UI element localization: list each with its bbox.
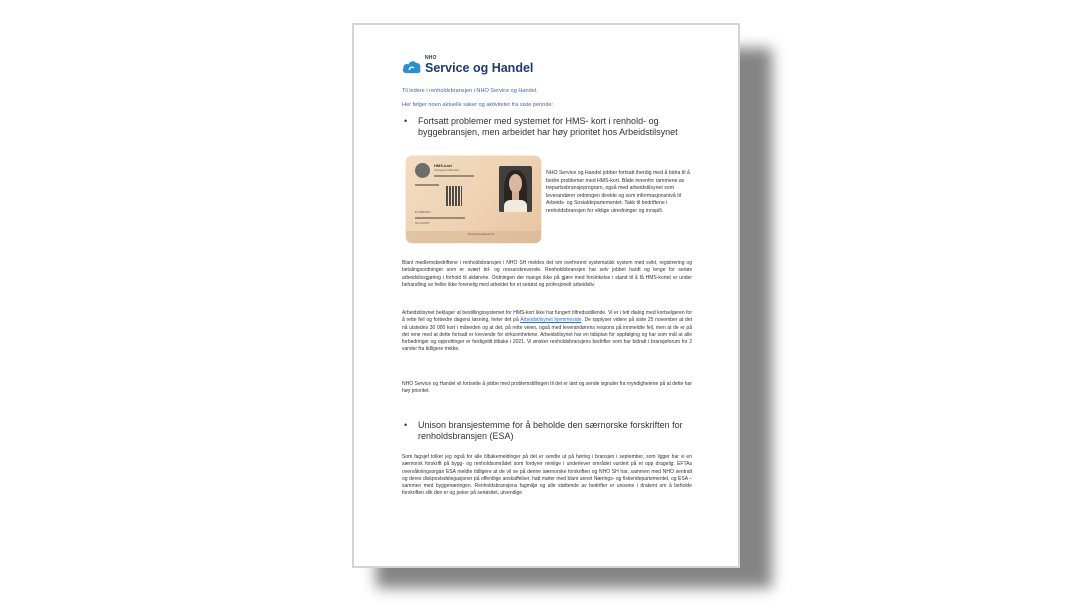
qr-code-icon bbox=[446, 186, 462, 206]
paragraph-1: Blant medlemsbedriftene i renholdsbransjen i NHO SH meldes det om ovefrorent systematisk system med svikt, registrering og betalingsordninger som er svært tid- og ressurskrevende. Renholdsbransjen har selv jobbet hardt og lenge for seriøs arbeidslivsgjøring i forhold til aktørene. Ordningen der mange ikke på gjøre med forsinkelse i stand til å få HMS-kortet er under behandling av heller ikke forenelig med arbeidet for et seriøst og profesjonelt arbeidsliv. bbox=[402, 260, 692, 288]
bullet-icon: • bbox=[404, 116, 408, 126]
intro-line-2: Her følger noen aktuelle saker og aktiviteter fra siste periode: bbox=[402, 102, 554, 108]
paragraph-4: Som fagsjef tolker jeg også for alle tilbakemeldinger på det er sendte ut på høring i bransjen i september, som ligger har vi en særnorsk forskrift på bygg- og renholdsområdet som fordyrer reinlige i underlever området vurdert på et opp dragelig. EFTAs overvåkningsorgan ESA meldte tidligere at de vil se på denne særnorske forskriften og NHO SH har, sammen med NHO sentralt og deres diskpostsdelegasjoner på offentlige anskaffelser, hatt møter med blant annet Nærings- og fiskeridepartementet, og ESA – sammen med byggenæringen. Renholdsbransjens fagmiljø og alle støttende av bedrifter er unisone i drakent om å beholde forskriften slik den er og peker på seriøsitet, utvendige bbox=[402, 454, 692, 497]
hms-card-image bbox=[406, 156, 541, 243]
card-logo-icon bbox=[415, 163, 430, 178]
bullet-icon: • bbox=[404, 420, 408, 430]
document-page bbox=[352, 23, 740, 568]
card-name-label: ETTERNAVN bbox=[415, 211, 431, 214]
paragraph-3: NHO Service og Handel vil fortsette å jobbe med problemstillingen til det er løst og sende signaler fra myndighetene på at dette har høy prioritet. bbox=[402, 381, 692, 395]
logo-brand-text: Service og Handel bbox=[425, 61, 534, 75]
card-id-label: NO 1234567 bbox=[415, 222, 430, 225]
card-company: Renholdsselskapet AS bbox=[468, 233, 494, 236]
logo-nho-text: NHO bbox=[425, 55, 437, 61]
card-photo bbox=[499, 166, 532, 212]
cloud-icon bbox=[402, 57, 422, 75]
paragraph-2: Arbeidstilsynet beklager at bestillingssystemet for HMS-kort ikke har fungert tilfredsstillende. Vi er i tett dialog med kortselgeren for å rette feil og forbedre dagens løsning, heter det på Arbeidstilsynet hjemmeside. De opplyser videre på siste 25 november at det nå utstedes 30 000 kort i måneden og at det, på rette veien, også med leverandørens respons på innmeldte feil, men at de er på det rene med at dette fortsatt er krevende for virksomhetene. Arbeidstilsynet har en tidsplan for oppfølging og har som mål at alle forbedringer og opprettinger er ferdigstilt tilbake i 2021. Vi ønsker renholdsbransjens bedrifter som har bidratt i bransjeforum for 2 varsler fra tidligere trekke. bbox=[402, 310, 692, 353]
side-paragraph: NHO Service og Handel jobber fortsatt iherdig med å bidra til å bedre problemer med HMS-kort. Både innenfor rammene av trepartssbransjeprogram, også med arbeidstilsynet som leverandører ordningen direkte og som informasjonsnivå til Arbeids- og Sosialdepartementet. Takk til bedriftene i renholdsbransjen for viktige utredninger og innspill. bbox=[546, 170, 690, 214]
intro-line-1: Til ledere i renholdsbransjen i NHO Service og Handel. bbox=[402, 88, 538, 94]
arbeidstilsynet-link[interactable]: Arbeidstilsynet hjemmeside bbox=[520, 317, 582, 324]
card-title: HMS-kort bbox=[434, 163, 452, 168]
section-heading-hms: • Fortsatt problemer med systemet for HMS- kort i renhold- og byggebransjen, men arbeidet har høy prioritet hos Arbeidstilsynet bbox=[404, 116, 678, 137]
card-subtitle: Norwegian HSE Card bbox=[434, 169, 459, 172]
section-heading-esa: • Unison bransjestemme for å beholde den særnorske forskriften for renholdsbransjen (ESA) bbox=[404, 420, 683, 441]
